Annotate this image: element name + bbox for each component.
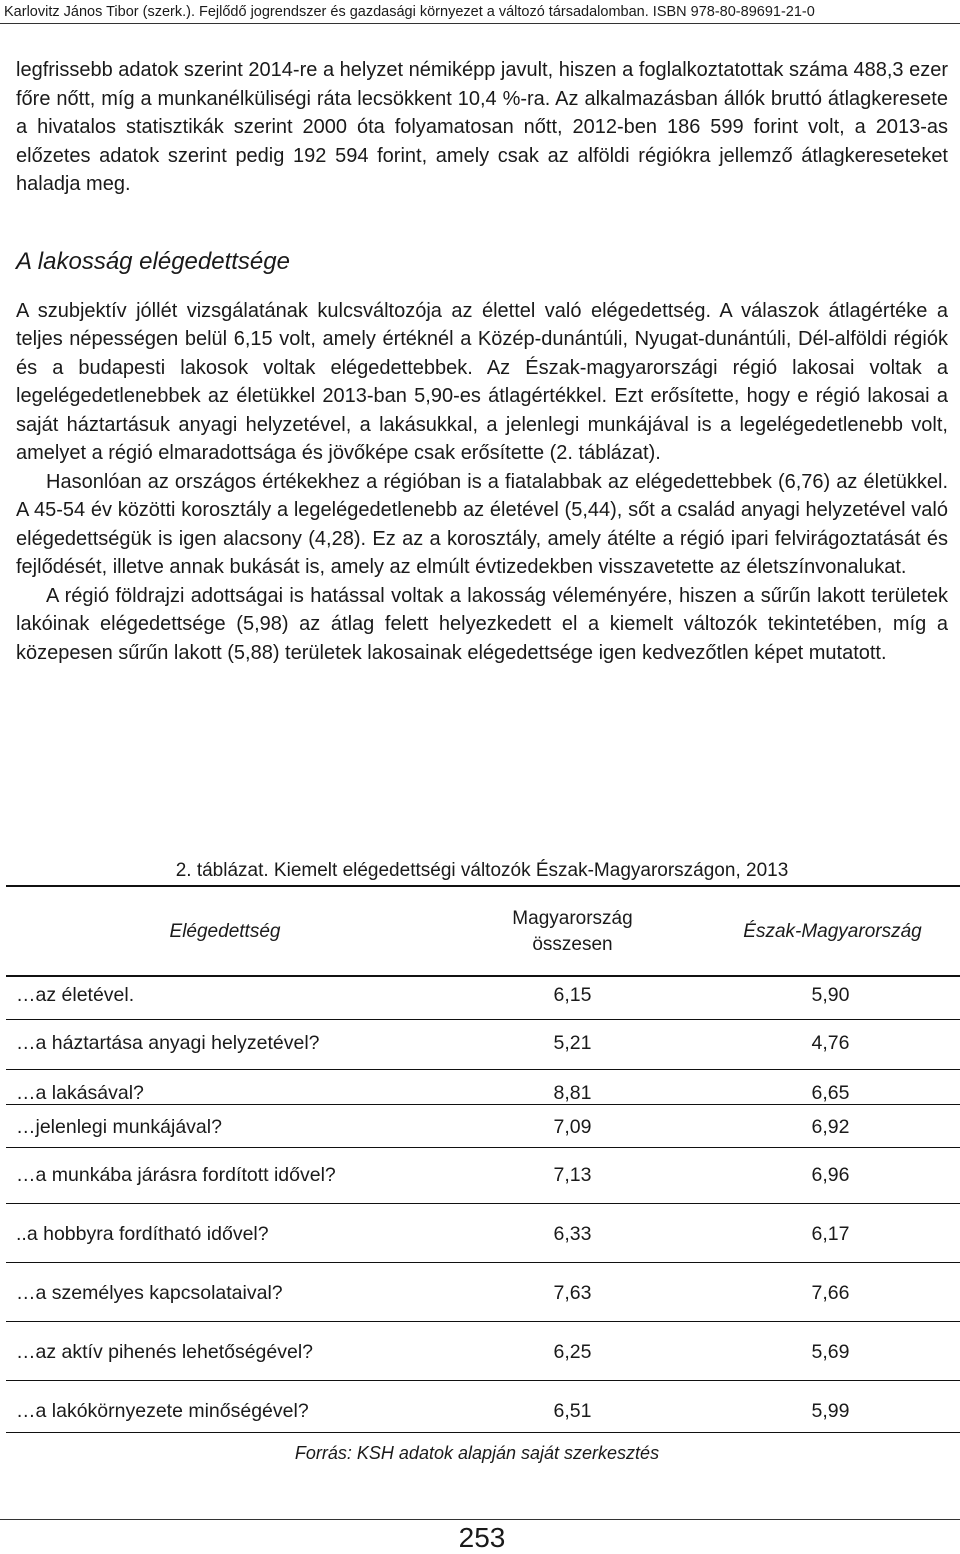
table-cell-eszak-magyarorszag: 6,96 (811, 1164, 850, 1186)
table-cell-eszak-magyarorszag: 4,76 (811, 1032, 850, 1054)
table-cell-magyarorszag: 6,25 (553, 1341, 592, 1363)
table-row-rule (6, 1019, 960, 1020)
table-cell-eszak-magyarorszag: 7,66 (811, 1282, 850, 1304)
table-row-label: ..a hobbyra fordítható idővel? (16, 1223, 269, 1245)
table-row-label: …a munkába járásra fordított idővel? (16, 1164, 336, 1186)
table-row-label: …az életével. (16, 984, 135, 1006)
table-row-rule (6, 1203, 960, 1204)
table-header-elegedettseg: Elégedettség (169, 921, 281, 942)
table-row-rule (6, 1069, 960, 1070)
table-cell-eszak-magyarorszag: 6,17 (811, 1223, 850, 1245)
table-row-label: …a lakókörnyezete minőségével? (16, 1400, 309, 1422)
table-row-label: …jelenlegi munkájával? (16, 1116, 222, 1138)
table-cell-magyarorszag: 6,15 (553, 984, 592, 1006)
header-citation: Karlovitz János Tibor (szerk.). Fejlődő jogrendszer és gazdasági környezet a változó társadalomban. ISBN 978-80-89691-21-0 (4, 4, 815, 20)
table-cell-magyarorszag: 6,51 (553, 1400, 592, 1422)
table-cell-eszak-magyarorszag: 5,99 (811, 1400, 850, 1422)
table-cell-magyarorszag: 6,33 (553, 1223, 592, 1245)
paragraph-1: A szubjektív jóllét vizsgálatának kulcsváltozója az élettel való elégedettség. A válaszok átlagértéke a teljes népességen belül 6,15 volt, amely értéknél a Közép-dunántúli, Nyugat-dunántúli, Dél-alföldi régiók és a budapesti lakosok voltak elégedettebbek. Az Észak-magyarországi régió lakosai voltak a legelégedetlenebbek az életükkel 2013-ban 5,90-es átlagértékkel. Ezt erősítette, hogy e régió lakosai a saját háztartásuk anyagi helyzetével, a lakásukkal, a jelenlegi munkájával is a legelégedetlenebb volt, amelyet a régió elmaradottsága és jövőképe csak erősítette (2. táblázat). (16, 299, 948, 464)
table-row-rule (6, 1380, 960, 1381)
table-cell-eszak-magyarorszag: 6,65 (811, 1082, 850, 1104)
table-cell-magyarorszag: 8,81 (553, 1082, 592, 1104)
footer-rule (0, 1519, 960, 1520)
table-cell-magyarorszag: 7,09 (553, 1116, 592, 1138)
table-cell-eszak-magyarorszag: 5,69 (811, 1341, 850, 1363)
header-rule (0, 23, 960, 24)
table-row-rule (6, 1321, 960, 1322)
table-cell-magyarorszag: 7,63 (553, 1282, 592, 1304)
table-cell-eszak-magyarorszag: 6,92 (811, 1116, 850, 1138)
table-row-label: …a lakásával? (16, 1082, 144, 1104)
table-row-rule (6, 1147, 960, 1148)
table-caption: 2. táblázat. Kiemelt elégedettségi változók Észak-Magyarországon, 2013 (175, 860, 789, 881)
table-row-rule (6, 1104, 960, 1105)
table-row-label: …az aktív pihenés lehetőségével? (16, 1341, 314, 1363)
table-header-rule (6, 975, 960, 977)
paragraph-2: Hasonlóan az országos értékekhez a régióban is a fiatalabbak az elégedettebbek (6,76) az életükkel. A 45-54 év közötti korosztály a legelégedetlenebb az életével (5,44), sőt a család anyagi helyzetével való elégedettségük is igen alacsony (4,28). Ez az a korosztály, amely átélte a régió ipari felvirágoztatását és fejlődését, illetve annak bukását is, amely az elmúlt évtizedekben visszavetette az életszínvonalukat. (16, 470, 948, 578)
page-body (16, 56, 948, 667)
table-header-eszak-magyarorszag: Észak-Magyarország (743, 921, 922, 942)
paragraph-intro: legfrissebb adatok szerint 2014-re a helyzet némiképp javult, hiszen a foglalkoztatottak száma 488,3 ezer főre nőtt, míg a munkanélküliségi ráta lecsökkent 10,4 %-ra. Az alkalmazásban állók bruttó átlagkeresete a hivatalos statisztikák szerint 2000 óta folyamatosan nőtt, 2012-ben 186 599 forint volt, a 2013-as előzetes adatok szerint pedig 192 594 forint, amely csak az alföldi régiókra jellemző átlagkereseteket haladja meg. (16, 59, 948, 195)
table-cell-magyarorszag: 5,21 (553, 1032, 592, 1054)
table-header-magyarorszag: Magyarország összesen (512, 908, 633, 955)
table-top-rule (6, 885, 960, 887)
table-row-label: …a személyes kapcsolataival? (16, 1282, 283, 1304)
paragraph-3: A régió földrajzi adottságai is hatással voltak a lakosság véleményére, hiszen a sűrűn lakott területek lakóinak elégedettsége (5,98) az átlag felett helyezkedett el a kiemelt változók tekintetében, míg a közepesen sűrűn lakott (5,88) területek lakosainak elégedettsége igen kedvezőtlen képet mutatott. (16, 584, 948, 664)
page-number: 253 (458, 1522, 506, 1553)
table-row-rule (6, 1432, 960, 1433)
table-row-rule (6, 1262, 960, 1263)
section-title: A lakosság elégedettsége (16, 247, 290, 275)
table-row-label: …a háztartása anyagi helyzetével? (16, 1032, 320, 1054)
table-source: Forrás: KSH adatok alapján saját szerkesztés (294, 1443, 660, 1463)
table-cell-eszak-magyarorszag: 5,90 (811, 984, 850, 1006)
table-cell-magyarorszag: 7,13 (553, 1164, 592, 1186)
